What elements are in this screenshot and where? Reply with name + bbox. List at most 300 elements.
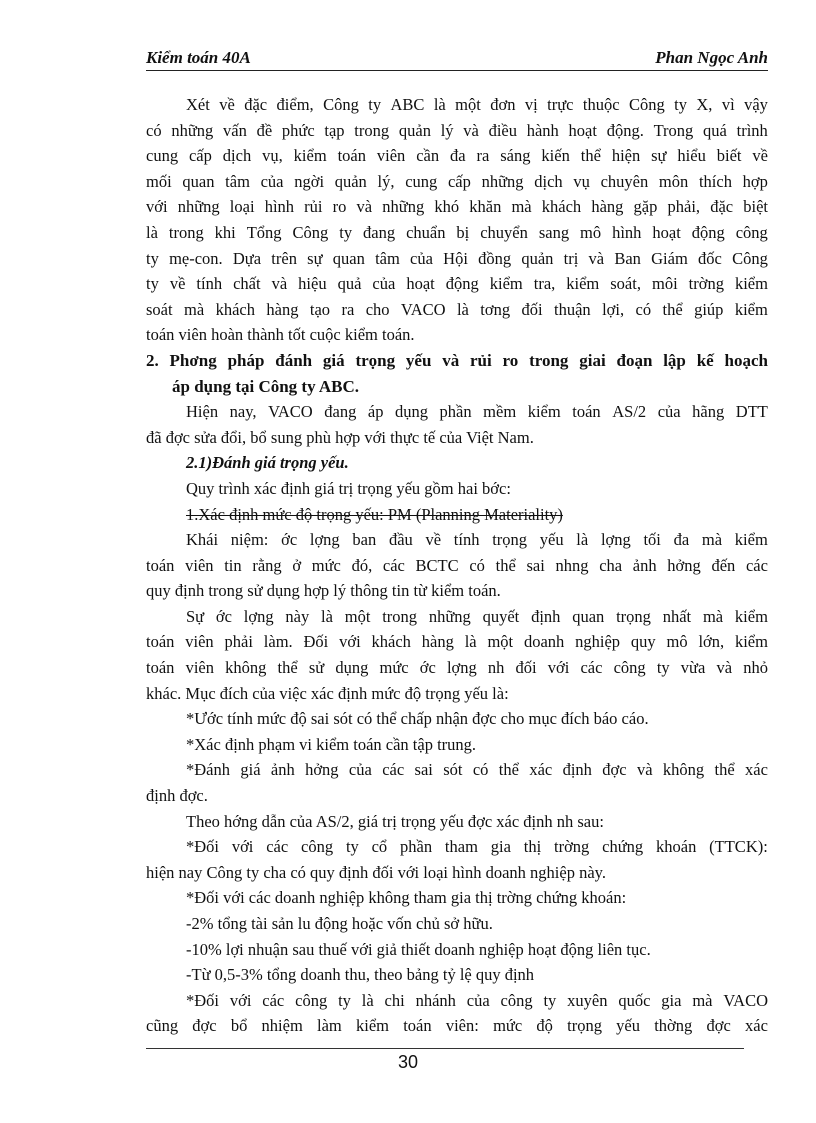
word: dụng [335, 658, 369, 678]
word: tin [224, 555, 242, 575]
word: và [442, 350, 460, 370]
word: môi [651, 274, 678, 294]
word: mà [692, 990, 713, 1010]
list-item: -10% lợi nhuận sau thuế với giả thiết doanh nghiệp hoạt động liên tục. [186, 939, 651, 959]
word: đợc [602, 760, 627, 780]
word: ty [146, 248, 159, 268]
word: VACO [268, 402, 313, 422]
word: dịch [534, 171, 563, 191]
paragraph-line: đã đợc sửa đổi, bổ sung phù hợp với thực tế của Việt Nam. [146, 427, 534, 447]
word: bổ [230, 1016, 248, 1036]
word: hàng [591, 197, 624, 217]
word: đến [711, 555, 736, 575]
word: đối [521, 299, 543, 319]
word: hởng [305, 760, 339, 780]
word: công [613, 658, 646, 678]
word: lợng [446, 658, 477, 678]
word: nhỏ [743, 658, 768, 678]
word: định [562, 760, 592, 780]
word: có [469, 555, 485, 575]
paragraph-line: toán viên hoàn thành tốt cuộc kiểm toán. [146, 325, 415, 345]
word: về [425, 530, 442, 550]
word: này [285, 606, 310, 626]
word: hiểu [677, 146, 706, 166]
word: kiểm [734, 606, 768, 626]
word: trên [271, 248, 297, 268]
word: ty [656, 658, 670, 678]
word: sự [651, 146, 667, 166]
paragraph-line [146, 604, 768, 630]
word: Ban [614, 248, 641, 268]
word: lợi, [602, 299, 625, 319]
word: toán [403, 1016, 432, 1036]
word: thuộc [582, 95, 620, 114]
word: toán [146, 632, 175, 652]
word: công [295, 990, 328, 1010]
word: mức [311, 555, 341, 575]
word: BCTC [415, 555, 459, 575]
word: của [657, 402, 681, 422]
paragraph-line [146, 169, 768, 195]
word: ty [338, 990, 351, 1010]
word: làm [317, 1016, 342, 1036]
word: ảnh [632, 555, 657, 575]
word: xác [745, 760, 768, 780]
word: trọng [616, 606, 651, 626]
word: của [348, 760, 372, 780]
word: VACO [400, 299, 446, 319]
word: vấn [223, 120, 247, 140]
word: dịch [222, 146, 252, 166]
word: đầu [388, 530, 413, 550]
word: rủi [470, 350, 492, 370]
word: thuận [554, 299, 591, 319]
word: xác [529, 760, 553, 780]
word: hởng [667, 555, 701, 575]
word: kiểm [734, 299, 768, 319]
word: thể [714, 760, 735, 780]
word: soát, [610, 274, 641, 294]
word: chuyên [600, 171, 649, 191]
bullet-line [146, 988, 768, 1014]
word: một [344, 606, 371, 626]
word: kiểm [489, 274, 523, 294]
word: kế [696, 350, 714, 370]
word: sai [414, 760, 433, 780]
word: cấp [188, 146, 212, 166]
bullet-line: *Đối với các doanh nghiệp không tham gia thị trờng chứng khoán: [186, 888, 627, 908]
word: chứng [602, 837, 644, 857]
word: cổ [371, 837, 388, 857]
word: quan [182, 171, 215, 191]
word: mô [580, 222, 602, 242]
word: rủi [304, 197, 323, 217]
word: có [146, 120, 162, 140]
word: toán [572, 402, 601, 422]
footer-divider [146, 1048, 744, 1049]
word: không [662, 760, 705, 780]
word: và [356, 197, 373, 217]
word: lợng [243, 606, 274, 626]
word: giai [579, 350, 606, 370]
word: độ [536, 1016, 553, 1036]
word: Công [292, 222, 329, 242]
word: công [500, 990, 533, 1010]
word: thể [580, 146, 601, 166]
paragraph-line [146, 629, 768, 655]
word: hoạch [724, 350, 768, 370]
word: mềm [483, 402, 517, 422]
word: của [410, 248, 433, 268]
paragraph-line [146, 399, 768, 425]
word: vị [524, 95, 538, 114]
word: và [716, 658, 733, 678]
word: kiểm [355, 1016, 389, 1036]
word: cung [405, 171, 438, 191]
word: các [580, 658, 603, 678]
word: với [339, 632, 361, 652]
word: trọng [567, 1016, 602, 1036]
word: đốc [698, 248, 722, 268]
paragraph-line [146, 297, 768, 323]
word: đợc [192, 1016, 217, 1036]
word: những [481, 171, 524, 191]
word: thể [277, 658, 298, 678]
word: chuẩn [406, 222, 446, 242]
word: hàng [421, 632, 454, 652]
word: ty [674, 95, 687, 114]
word: kiến [541, 146, 570, 166]
word: công [735, 222, 768, 242]
word: nh [487, 658, 505, 678]
word: với [231, 837, 254, 857]
word: những [171, 120, 214, 140]
word: cha [599, 555, 623, 575]
word: Đối [303, 632, 329, 652]
word: toán [337, 146, 366, 166]
word: thể [495, 555, 516, 575]
word: thích [698, 171, 732, 191]
word: với [146, 197, 168, 217]
word: yếu [616, 1016, 640, 1036]
word: tạo [309, 299, 331, 319]
word: thể [498, 760, 519, 780]
paragraph-line: quy định trong sử dụng hợp lý thông tin từ kiểm toán. [146, 581, 501, 601]
bullet-line [146, 757, 768, 783]
word: hiện [611, 146, 641, 166]
word: trị [563, 248, 579, 268]
word: của [466, 990, 490, 1010]
word: với [547, 658, 570, 678]
word: mô [666, 632, 688, 652]
word: là [433, 95, 446, 114]
word: DTT [735, 402, 768, 422]
word: vừa [680, 658, 706, 678]
word: sót [443, 760, 463, 780]
word: thờng [654, 1016, 693, 1036]
word: ảnh [270, 760, 295, 780]
document-body [146, 92, 768, 1039]
word: chi [384, 990, 405, 1010]
word: Tổng [246, 222, 282, 242]
word: tâm [225, 171, 250, 191]
word: trờng [554, 837, 590, 857]
word: Khái [186, 530, 219, 550]
word: gia [490, 837, 511, 857]
word: Xét [186, 95, 210, 114]
word: quản [521, 248, 554, 268]
word: nhiệm [261, 1016, 303, 1036]
word: là [464, 632, 477, 652]
paragraph-line: khác. Mục đích của việc xác định mức độ trọng yếu là: [146, 683, 509, 703]
word: về [219, 95, 235, 114]
word: viên [376, 146, 406, 166]
word: kiểm [293, 146, 327, 166]
word: đa [450, 146, 466, 166]
word: giúp [694, 299, 724, 319]
struck-item [146, 502, 768, 528]
word: gặp [633, 197, 658, 217]
word: quản [398, 120, 431, 140]
paragraph-line [146, 553, 768, 579]
word: ớc [215, 606, 232, 626]
word: ty [368, 95, 382, 114]
word: xác [745, 1016, 768, 1036]
paragraph-line [146, 655, 768, 681]
word: nhng [555, 555, 589, 575]
word: khó [434, 197, 460, 217]
word: soát [146, 299, 173, 319]
word: tính [196, 274, 223, 294]
word: tối [643, 530, 661, 550]
word: khi [214, 222, 236, 242]
word: kiểm [734, 530, 768, 550]
word: yếu [539, 530, 564, 550]
word: ớc [419, 658, 436, 678]
section-heading-cont: áp dụng tại Công ty ABC. [172, 376, 360, 396]
word: ty [543, 990, 557, 1010]
word: phần [439, 402, 472, 422]
section-heading [146, 348, 768, 374]
word: động [445, 274, 479, 294]
word: viên [185, 632, 214, 652]
paragraph-line: hiện nay Công ty cha có quy định đối với loại hình doanh nghiệp này. [146, 862, 606, 882]
word: trọng [492, 530, 528, 550]
word: viên [185, 555, 214, 575]
bullet-line: *Xác định phạm vi kiểm toán cần tập trung. [186, 734, 477, 754]
word: kiểm [734, 274, 768, 294]
word: khách [215, 299, 255, 319]
word: X, [696, 95, 713, 114]
word: đặc [710, 197, 734, 217]
word: biết [716, 146, 742, 166]
word: vậy [744, 95, 768, 114]
word: quyết [482, 606, 520, 626]
word: khách [371, 632, 411, 652]
page-header [146, 48, 768, 71]
word: Giám [651, 248, 688, 268]
word: và [271, 274, 288, 294]
word: đó, [351, 555, 373, 575]
paragraph-line: Theo hớng dẫn của AS/2, giá trị trọng yếu đợc xác định nh sau: [186, 811, 604, 831]
word: mối [146, 171, 172, 191]
word: hoạt [652, 222, 681, 242]
word: ngời [294, 171, 325, 191]
word: các [745, 555, 768, 575]
word: niệm: [230, 530, 269, 550]
word: Công [732, 248, 768, 268]
word: Phơng [169, 350, 217, 370]
word: khoán [656, 837, 697, 857]
word: các [266, 837, 289, 857]
word: một [455, 95, 481, 114]
word: *Đối [186, 990, 219, 1010]
word: biệt [743, 197, 768, 217]
word: là [576, 530, 589, 550]
word: Công [628, 95, 665, 114]
list-item: -2% tổng tài sản lu động hoặc vốn chủ sở hữu. [186, 914, 493, 933]
word: dụng [395, 402, 428, 422]
word: ra [341, 299, 355, 319]
word: tạp [324, 120, 345, 140]
word: và [463, 120, 479, 140]
word: nhất [662, 606, 692, 626]
word: nay, [229, 402, 257, 422]
subsection-heading: 2.1)Đánh giá trọng yếu. [186, 453, 349, 473]
word: về [752, 146, 768, 166]
word: trong [382, 606, 418, 626]
word: điều [488, 120, 517, 140]
word: trong [168, 222, 204, 242]
word: pháp [227, 350, 265, 370]
word: định [531, 606, 561, 626]
word: cũng [146, 1016, 179, 1036]
word: tâm [375, 248, 400, 268]
word: đang [324, 402, 357, 422]
word: cho [365, 299, 390, 319]
paragraph-line [146, 143, 768, 169]
word: hiệu [298, 274, 327, 294]
bullet-line: *Ước tính mức độ sai sót có thể chấp nhận đợc cho mục đích báo cáo. [186, 709, 649, 729]
word: là [456, 299, 469, 319]
word: giá [240, 760, 261, 780]
word: kiểm [527, 402, 561, 422]
paragraph-line [146, 118, 768, 144]
word: trong [529, 350, 569, 370]
word: nghiệp [575, 632, 621, 652]
word: đoạn [616, 350, 653, 370]
word: với [229, 990, 252, 1010]
word: quá [703, 120, 727, 140]
word: cung [146, 146, 179, 166]
word: làm. [263, 632, 293, 652]
word: Công [323, 95, 359, 114]
word: tra, [533, 274, 556, 294]
word: *Đánh [186, 760, 230, 780]
word: đợc [706, 1016, 731, 1036]
word: kiểm [734, 632, 768, 652]
word: VACO [723, 990, 768, 1010]
word: gia [661, 990, 682, 1010]
word: chất [233, 274, 261, 294]
paragraph-line [146, 92, 768, 118]
word: khách [541, 197, 582, 217]
word: trong [354, 120, 390, 140]
word: có [472, 760, 489, 780]
word: *Đối [186, 837, 219, 857]
word: AS/2 [612, 402, 647, 422]
word: điểm, [276, 95, 314, 114]
word: Dựa [232, 248, 262, 268]
word: phải, [667, 197, 701, 217]
word: cấp [447, 171, 471, 191]
word: mà [702, 606, 724, 626]
word: lợng [600, 530, 631, 550]
word: ro [332, 197, 347, 217]
word: phức [281, 120, 315, 140]
word: và [636, 760, 653, 780]
word: giá [322, 350, 345, 370]
page-number: 30 [397, 1052, 419, 1072]
word: tơng [480, 299, 511, 319]
word: mà [701, 530, 723, 550]
word: không [225, 658, 267, 678]
word: ra [476, 146, 490, 166]
word: công [301, 837, 334, 857]
word: sáng [500, 146, 531, 166]
word: ty [345, 837, 359, 857]
word: kiểm [566, 274, 600, 294]
word: 2. [146, 350, 159, 370]
word: xuyên [567, 990, 608, 1010]
word: ro [502, 350, 519, 370]
word: trọng [355, 350, 396, 370]
word: ABC [390, 95, 425, 114]
word: đặc [244, 95, 268, 114]
word: về [169, 274, 186, 294]
word: hình [264, 197, 295, 217]
word: mà [511, 197, 532, 217]
word: hình [612, 222, 642, 242]
word: rằng [252, 555, 282, 575]
word: đánh [275, 350, 313, 370]
word: và [588, 248, 605, 268]
word: hành [526, 120, 559, 140]
word: những [177, 197, 220, 217]
word: ban [352, 530, 377, 550]
header-course: Kiểm toán 40A [146, 48, 251, 67]
word: trình [736, 120, 768, 140]
word: những [428, 606, 471, 626]
word: đang [363, 222, 396, 242]
word: yếu [405, 350, 432, 370]
word: là [146, 222, 158, 242]
word: phần [400, 837, 433, 857]
word: ty [339, 222, 353, 242]
word: Hiện [186, 402, 219, 422]
word: áp [367, 402, 384, 422]
word: doanh [523, 632, 565, 652]
word: ở [292, 555, 302, 575]
header-author: Phan Ngọc Anh [655, 48, 768, 67]
word: của [372, 274, 396, 294]
word: của [260, 171, 284, 191]
word: chuyển [480, 222, 528, 242]
word: cần [416, 146, 440, 166]
word: toán [146, 658, 175, 678]
word: quản [334, 171, 367, 191]
word: viên: [445, 1016, 479, 1036]
